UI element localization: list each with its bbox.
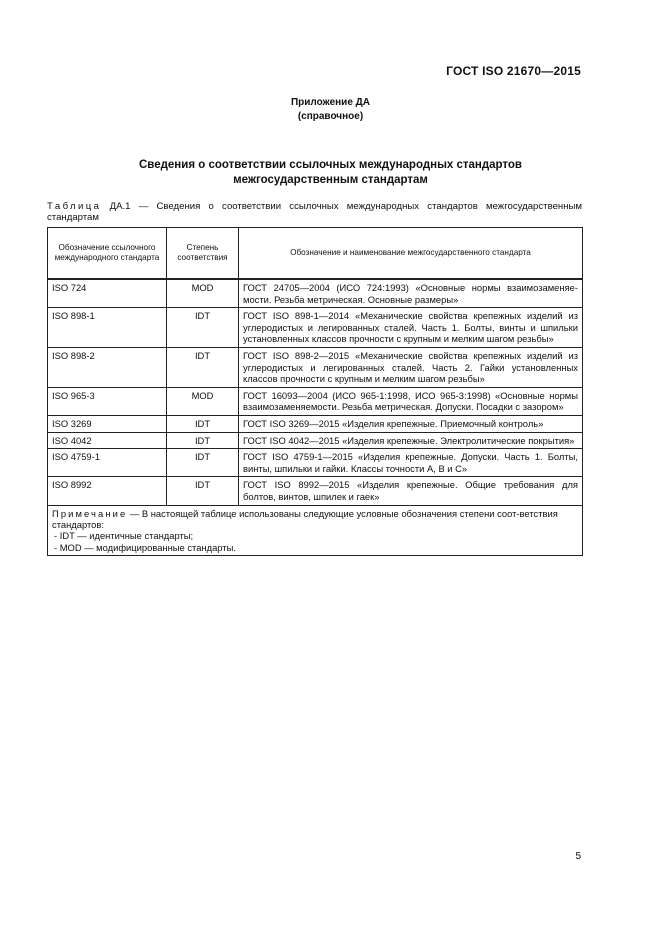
- standards-correspondence-table: [47, 227, 583, 556]
- table-caption: [47, 201, 582, 223]
- intl-standard-cell: ISO 724: [48, 279, 167, 308]
- section-title: [0, 158, 661, 188]
- degree-cell: IDT: [167, 308, 239, 348]
- section-title-line-2: межгосударственным стандартам: [233, 174, 428, 186]
- table-row: [48, 477, 583, 505]
- table-row: [48, 279, 583, 308]
- intl-standard-cell: ISO 898-1: [48, 308, 167, 348]
- table-row: [48, 432, 583, 449]
- table-row: [48, 449, 583, 477]
- interstate-standard-cell: ГОСТ ISO 3269—2015 «Изделия крепежные. Приемочный контроль»: [239, 415, 583, 432]
- table-note-label: Примечание: [52, 507, 128, 519]
- interstate-standard-cell: ГОСТ ISO 898-1—2014 «Механические свойства крепежных изделий из углеродистых и легированных сталей. Часть 1. Болты, винты и шпильки установленных классов прочности с крупным и мелким шагом резьбы»: [239, 308, 583, 348]
- table-note-body: — В настоящей таблице использованы следующие условные обозначения степени соот-ветствия стандартов:: [52, 507, 558, 530]
- interstate-standard-cell: ГОСТ 24705—2004 (ИСО 724:1993) «Основные нормы взаимозаменяе-мости. Резьба метрическая. Основные размеры»: [239, 279, 583, 308]
- document-code: ГОСТ ISO 21670—2015: [446, 64, 581, 78]
- degree-cell: IDT: [167, 432, 239, 449]
- annex-title: Приложение ДА: [290, 97, 371, 108]
- degree-cell: IDT: [167, 415, 239, 432]
- degree-cell: IDT: [167, 449, 239, 477]
- interstate-standard-cell: ГОСТ ISO 8992—2015 «Изделия крепежные. Общие требования для болтов, винтов, шпилек и гаек»: [239, 477, 583, 505]
- intl-standard-cell: ISO 965-3: [48, 387, 167, 415]
- degree-cell: IDT: [167, 347, 239, 387]
- degree-cell: MOD: [167, 387, 239, 415]
- table-note-item: - MOD — модифицированные стандарты.: [54, 541, 236, 553]
- column-header-interstate-standard: Обозначение и наименование межгосударственного стандарта: [239, 228, 583, 280]
- intl-standard-cell: ISO 4042: [48, 432, 167, 449]
- annex-subtitle: (справочное): [297, 111, 364, 122]
- page-number: 5: [575, 851, 581, 862]
- table-note-item: - IDT — идентичные стандарты;: [54, 530, 194, 542]
- intl-standard-cell: ISO 8992: [48, 477, 167, 505]
- table-note: [48, 505, 583, 556]
- column-header-degree: Степень соответствия: [167, 228, 239, 280]
- interstate-standard-cell: ГОСТ ISO 898-2—2015 «Механические свойства крепежных изделий из углеродистых и легированных сталей. Часть 2. Гайки установленных классов прочности с крупным и мелким шагом резьбы»: [239, 347, 583, 387]
- table-note-text: [52, 508, 578, 531]
- table-row: [48, 415, 583, 432]
- table-row: [48, 308, 583, 348]
- intl-standard-cell: ISO 3269: [48, 415, 167, 432]
- column-header-intl-standard: Обозначение ссылочного международного стандарта: [48, 228, 167, 280]
- table-row: [48, 347, 583, 387]
- table-row: [48, 387, 583, 415]
- degree-cell: IDT: [167, 477, 239, 505]
- degree-cell: MOD: [167, 279, 239, 308]
- interstate-standard-cell: ГОСТ ISO 4042—2015 «Изделия крепежные. Электролитические покрытия»: [239, 432, 583, 449]
- section-title-line-1: Сведения о соответствии ссылочных международных стандартов: [138, 159, 522, 171]
- annex-heading: [0, 96, 661, 124]
- table-note-row: [48, 505, 583, 556]
- table-caption-text: ДА.1 — Сведения о соответствии ссылочных международных стандартов межгосударственным стандартам: [47, 201, 582, 223]
- table-caption-label: Таблица: [47, 201, 102, 212]
- intl-standard-cell: ISO 4759-1: [48, 449, 167, 477]
- intl-standard-cell: ISO 898-2: [48, 347, 167, 387]
- table-header-row: [48, 228, 583, 280]
- interstate-standard-cell: ГОСТ 16093—2004 (ИСО 965-1:1998, ИСО 965-3:1998) «Основные нормы взаимозаменяемости. Резьба метрическая. Допуски. Посадки с зазором»: [239, 387, 583, 415]
- interstate-standard-cell: ГОСТ ISO 4759-1—2015 «Изделия крепежные. Допуски. Часть 1. Болты, винты, шпильки и гайки. Классы точности А, В и С»: [239, 449, 583, 477]
